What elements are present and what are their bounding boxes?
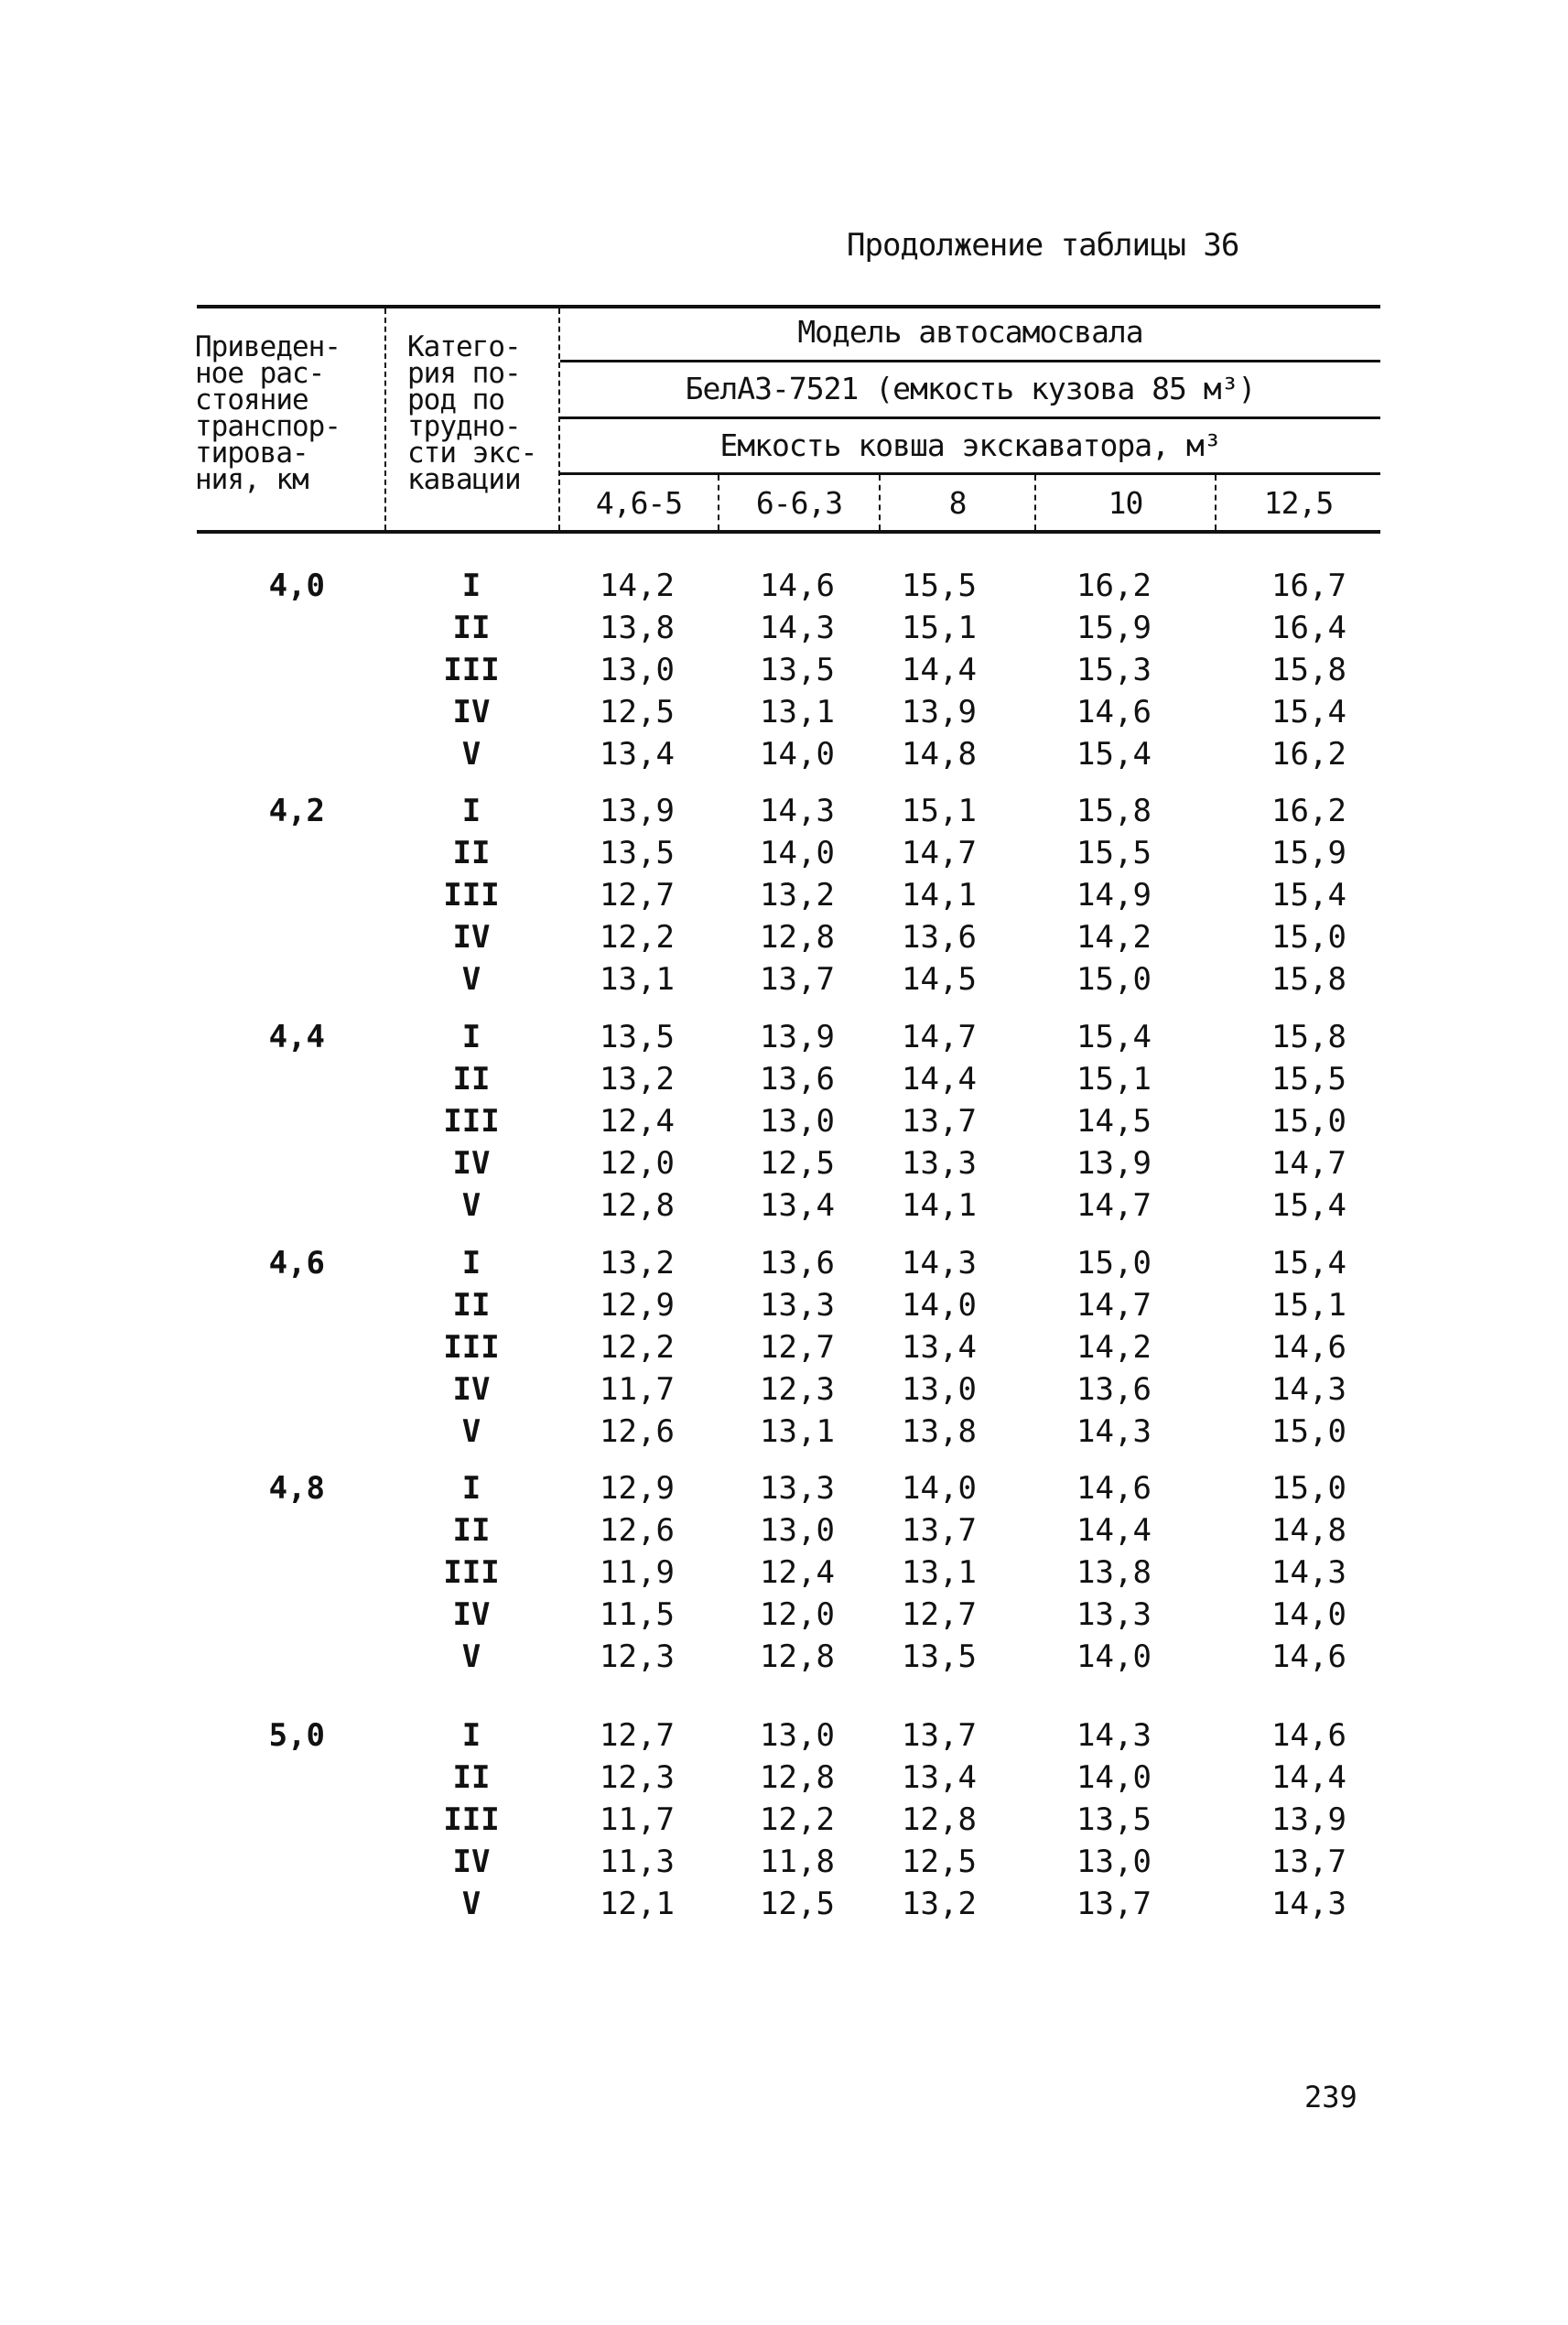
header-distance-line: тирова- [195, 437, 308, 470]
value-cell: 12,4 [760, 1554, 835, 1591]
value-cell: 13,3 [760, 1470, 835, 1507]
value-cell: 13,0 [600, 652, 675, 688]
value-cell: 14,6 [1271, 1717, 1346, 1754]
category-cell: IV [452, 694, 491, 730]
distance-cell: 4,6 [268, 1245, 325, 1281]
header-rule-bucket [560, 472, 1380, 475]
value-cell: 15,4 [1271, 694, 1346, 730]
value-cell: 12,8 [760, 1638, 835, 1675]
value-cell: 12,2 [600, 919, 675, 956]
header-rule-model [560, 360, 1380, 362]
value-cell: 12,6 [600, 1512, 675, 1549]
value-cell: 14,7 [1271, 1145, 1346, 1182]
value-cell: 15,4 [1271, 877, 1346, 914]
category-cell: III [443, 1554, 500, 1591]
value-cell: 13,5 [600, 1019, 675, 1055]
distance-cell: 4,4 [268, 1019, 325, 1055]
header-category-line: трудно- [407, 410, 521, 443]
category-cell: IV [452, 1596, 491, 1633]
value-cell: 12,2 [760, 1801, 835, 1838]
category-cell: II [452, 1061, 491, 1098]
value-cell: 12,8 [760, 1759, 835, 1796]
value-cell: 12,7 [600, 1717, 675, 1754]
value-cell: 15,4 [1271, 1187, 1346, 1224]
value-cell: 15,9 [1271, 835, 1346, 871]
value-cell: 15,8 [1271, 961, 1346, 998]
header-category [407, 330, 537, 496]
header-truck: БелАЗ-7521 (емкость кузова 85 м³) [685, 371, 1256, 406]
value-cell: 14,3 [1271, 1554, 1346, 1591]
value-cell: 15,4 [1076, 1019, 1152, 1055]
header-distance-line: ное рас- [195, 357, 325, 390]
value-cell: 14,3 [1271, 1371, 1346, 1408]
value-cell: 13,6 [760, 1245, 835, 1281]
category-cell: III [443, 1329, 500, 1366]
value-cell: 13,2 [760, 877, 835, 914]
value-cell: 11,8 [760, 1844, 835, 1880]
value-cell: 14,3 [1076, 1413, 1152, 1450]
value-cell: 16,2 [1271, 736, 1346, 773]
value-cell: 14,5 [1076, 1103, 1152, 1140]
page-title: Продолжение таблицы 36 [847, 227, 1239, 264]
category-cell: III [443, 1103, 500, 1140]
page-number: 239 [1304, 2080, 1357, 2114]
distance-cell: 4,8 [268, 1470, 325, 1507]
value-cell: 12,1 [600, 1886, 675, 1922]
value-cell: 13,5 [600, 835, 675, 871]
value-cell: 14,4 [902, 1061, 977, 1098]
header-model: Модель автосамосвала [797, 314, 1143, 350]
value-cell: 14,2 [600, 568, 675, 604]
value-cell: 14,6 [1271, 1638, 1346, 1675]
category-cell: V [461, 736, 481, 773]
value-cell: 14,9 [1076, 877, 1152, 914]
header-distance-line: транспор- [195, 410, 341, 443]
value-cell: 15,8 [1271, 652, 1346, 688]
value-cell: 15,0 [1076, 961, 1152, 998]
category-cell: IV [452, 1371, 491, 1408]
value-cell: 13,7 [902, 1512, 977, 1549]
value-cell: 12,0 [760, 1596, 835, 1633]
value-cell: 12,9 [600, 1470, 675, 1507]
value-cell: 15,5 [902, 568, 977, 604]
value-cell: 15,4 [1271, 1245, 1346, 1281]
value-cell: 11,5 [600, 1596, 675, 1633]
value-cell: 13,5 [902, 1638, 977, 1675]
value-cell: 12,5 [902, 1844, 977, 1880]
value-cell: 13,2 [600, 1245, 675, 1281]
value-cell: 14,3 [1076, 1717, 1152, 1754]
value-cell: 16,2 [1076, 568, 1152, 604]
distance-cell: 4,0 [268, 568, 325, 604]
value-cell: 14,1 [902, 877, 977, 914]
value-cell: 14,1 [902, 1187, 977, 1224]
value-cell: 13,7 [1076, 1886, 1152, 1922]
category-cell: III [443, 652, 500, 688]
value-cell: 13,8 [1076, 1554, 1152, 1591]
value-cell: 13,1 [600, 961, 675, 998]
header-divider-1 [384, 308, 386, 530]
value-cell: 13,4 [902, 1329, 977, 1366]
value-cell: 12,7 [600, 877, 675, 914]
value-cell: 14,7 [1076, 1187, 1152, 1224]
value-cell: 16,7 [1271, 568, 1346, 604]
value-cell: 13,5 [760, 652, 835, 688]
value-cell: 12,4 [600, 1103, 675, 1140]
value-cell: 13,0 [1076, 1844, 1152, 1880]
header-bucket-size: 8 [948, 485, 967, 521]
value-cell: 13,9 [600, 793, 675, 829]
value-cell: 15,1 [1271, 1287, 1346, 1324]
value-cell: 14,8 [1271, 1512, 1346, 1549]
value-cell: 13,3 [760, 1287, 835, 1324]
value-cell: 12,9 [600, 1287, 675, 1324]
header-category-line: сти экс- [407, 437, 537, 470]
header-distance-line: ния, км [195, 463, 308, 496]
value-cell: 14,7 [902, 1019, 977, 1055]
value-cell: 15,9 [1076, 610, 1152, 646]
value-cell: 14,6 [760, 568, 835, 604]
value-cell: 15,0 [1271, 1103, 1346, 1140]
value-cell: 15,0 [1076, 1245, 1152, 1281]
value-cell: 16,2 [1271, 793, 1346, 829]
category-cell: I [461, 568, 481, 604]
value-cell: 14,4 [1076, 1512, 1152, 1549]
category-cell: IV [452, 1145, 491, 1182]
value-cell: 15,0 [1271, 1470, 1346, 1507]
category-cell: I [461, 1245, 481, 1281]
value-cell: 13,9 [760, 1019, 835, 1055]
value-cell: 14,5 [902, 961, 977, 998]
value-cell: 14,0 [902, 1287, 977, 1324]
value-cell: 13,3 [1076, 1596, 1152, 1633]
value-cell: 13,7 [1271, 1844, 1346, 1880]
header-bucket-size: 6-6,3 [755, 485, 843, 521]
category-cell: IV [452, 919, 491, 956]
value-cell: 15,8 [1076, 793, 1152, 829]
value-cell: 12,8 [760, 919, 835, 956]
value-cell: 12,2 [600, 1329, 675, 1366]
value-cell: 11,9 [600, 1554, 675, 1591]
category-cell: V [461, 1413, 481, 1450]
value-cell: 13,8 [902, 1413, 977, 1450]
value-cell: 12,8 [600, 1187, 675, 1224]
header-distance-line: Приведен- [195, 330, 341, 363]
value-cell: 16,4 [1271, 610, 1346, 646]
value-cell: 11,7 [600, 1371, 675, 1408]
value-cell: 13,2 [902, 1886, 977, 1922]
value-cell: 14,0 [902, 1470, 977, 1507]
value-cell: 12,3 [760, 1371, 835, 1408]
value-cell: 15,1 [902, 793, 977, 829]
value-cell: 13,9 [1076, 1145, 1152, 1182]
header-distance-line: стояние [195, 384, 308, 416]
category-cell: III [443, 877, 500, 914]
category-cell: V [461, 1886, 481, 1922]
header-category-line: Катего- [407, 330, 521, 363]
value-cell: 15,8 [1271, 1019, 1346, 1055]
value-cell: 14,0 [1076, 1638, 1152, 1675]
value-cell: 13,6 [1076, 1371, 1152, 1408]
category-cell: II [452, 1759, 491, 1796]
value-cell: 14,4 [1271, 1759, 1346, 1796]
category-cell: V [461, 961, 481, 998]
value-cell: 12,5 [600, 694, 675, 730]
value-cell: 15,5 [1271, 1061, 1346, 1098]
category-cell: I [461, 1717, 481, 1754]
category-cell: III [443, 1801, 500, 1838]
category-cell: II [452, 1512, 491, 1549]
value-cell: 13,6 [902, 919, 977, 956]
header-bucket-size: 12,5 [1263, 485, 1334, 521]
value-cell: 15,0 [1271, 1413, 1346, 1450]
value-cell: 12,6 [600, 1413, 675, 1450]
value-cell: 12,3 [600, 1759, 675, 1796]
value-cell: 15,0 [1271, 919, 1346, 956]
value-cell: 15,1 [1076, 1061, 1152, 1098]
value-cell: 13,1 [902, 1554, 977, 1591]
value-cell: 13,1 [760, 1413, 835, 1450]
value-cell: 14,2 [1076, 1329, 1152, 1366]
category-cell: II [452, 835, 491, 871]
value-cell: 14,2 [1076, 919, 1152, 956]
category-cell: IV [452, 1844, 491, 1880]
header-rule-truck [560, 416, 1380, 419]
value-cell: 13,9 [902, 694, 977, 730]
value-cell: 14,6 [1271, 1329, 1346, 1366]
category-cell: V [461, 1187, 481, 1224]
value-cell: 13,8 [600, 610, 675, 646]
value-cell: 12,8 [902, 1801, 977, 1838]
header-bucket-size: 4,6-5 [595, 485, 683, 521]
value-cell: 14,3 [760, 793, 835, 829]
value-cell: 15,4 [1076, 736, 1152, 773]
header-bottom-rule [197, 530, 1380, 534]
value-cell: 14,7 [1076, 1287, 1152, 1324]
value-cell: 13,5 [1076, 1801, 1152, 1838]
value-cell: 13,7 [902, 1717, 977, 1754]
value-cell: 13,4 [902, 1759, 977, 1796]
value-cell: 12,5 [760, 1145, 835, 1182]
value-cell: 12,3 [600, 1638, 675, 1675]
value-cell: 13,7 [760, 961, 835, 998]
value-cell: 13,7 [902, 1103, 977, 1140]
value-cell: 11,3 [600, 1844, 675, 1880]
category-cell: I [461, 1019, 481, 1055]
value-cell: 13,0 [760, 1717, 835, 1754]
value-cell: 14,6 [1076, 694, 1152, 730]
category-cell: V [461, 1638, 481, 1675]
value-cell: 11,7 [600, 1801, 675, 1838]
value-cell: 14,8 [902, 736, 977, 773]
value-cell: 15,3 [1076, 652, 1152, 688]
value-cell: 12,7 [902, 1596, 977, 1633]
value-cell: 14,0 [1076, 1759, 1152, 1796]
value-cell: 15,1 [902, 610, 977, 646]
value-cell: 13,2 [600, 1061, 675, 1098]
category-cell: II [452, 1287, 491, 1324]
header-bucket-size: 10 [1108, 485, 1143, 521]
value-cell: 12,7 [760, 1329, 835, 1366]
header-category-line: кавации [407, 463, 521, 496]
category-cell: I [461, 793, 481, 829]
value-cell: 13,0 [760, 1103, 835, 1140]
value-cell: 14,3 [1271, 1886, 1346, 1922]
header-category-line: род по [407, 384, 504, 416]
value-cell: 13,0 [902, 1371, 977, 1408]
value-cell: 13,1 [760, 694, 835, 730]
value-cell: 14,7 [902, 835, 977, 871]
category-cell: I [461, 1470, 481, 1507]
value-cell: 12,5 [760, 1886, 835, 1922]
value-cell: 14,0 [1271, 1596, 1346, 1633]
header-distance [195, 330, 341, 496]
value-cell: 14,0 [760, 736, 835, 773]
value-cell: 14,4 [902, 652, 977, 688]
value-cell: 14,3 [760, 610, 835, 646]
value-cell: 13,3 [902, 1145, 977, 1182]
value-cell: 13,6 [760, 1061, 835, 1098]
table-top-rule [197, 305, 1380, 308]
header-bucket: Емкость ковша экскаватора, м³ [719, 427, 1221, 463]
value-cell: 14,6 [1076, 1470, 1152, 1507]
distance-cell: 4,2 [268, 793, 325, 829]
value-cell: 15,5 [1076, 835, 1152, 871]
category-cell: II [452, 610, 491, 646]
value-cell: 12,0 [600, 1145, 675, 1182]
header-category-line: рия по- [407, 357, 521, 390]
value-cell: 13,0 [760, 1512, 835, 1549]
value-cell: 13,4 [760, 1187, 835, 1224]
distance-cell: 5,0 [268, 1717, 325, 1754]
value-cell: 13,9 [1271, 1801, 1346, 1838]
value-cell: 14,0 [760, 835, 835, 871]
value-cell: 14,3 [902, 1245, 977, 1281]
value-cell: 13,4 [600, 736, 675, 773]
